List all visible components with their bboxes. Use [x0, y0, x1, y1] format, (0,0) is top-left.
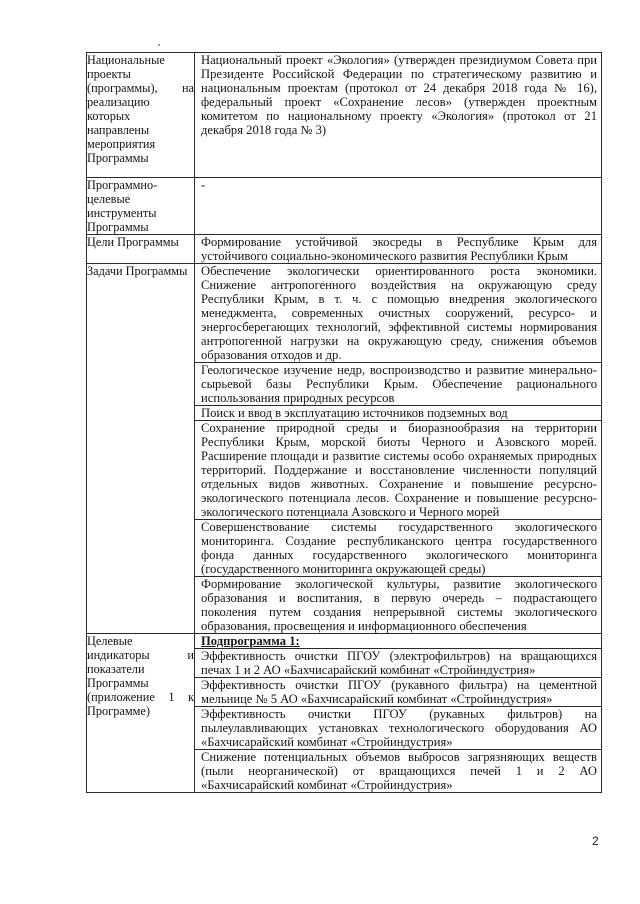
task-item: Сохранение природной среды и биоразнообразия на территории Республики Крым, морской биоты Черного и Азовского морей. Расширение площади и развитие системы особо охраняемых природных территорий. Поддержание и восстановление численности популяций отдельных видов животных. Сохранение и повышение ресурсно-экологического потенциала лесов. Сохранение и повышение ресурсно-экологического потенциала Азовского и Черного морей	[195, 420, 601, 519]
label-tasks: Задачи Программы	[87, 264, 195, 634]
label-goals: Цели Программы	[87, 235, 195, 264]
task-item: Формирование экологической культуры, развитие экологического образования и воспитания, в первую очередь – подрастающего поколения путем создания непрерывной системы экологического образования, просвещения и информационного обеспечения	[195, 576, 601, 633]
value-indicators	[195, 634, 602, 793]
indicator-item: Эффективность очистки ПГОУ (электрофильтров) на вращающихся печах 1 и 2 АО «Бахчисарайский комбинат «Стройиндустрия»	[195, 648, 601, 677]
row-goals	[87, 235, 602, 264]
value-national-projects	[195, 53, 602, 178]
task-item: Обеспечение экологически ориентированного роста экономики. Снижение антропогенного воздействия на окружающую среду Республики Крым, в т. ч. с помощью внедрения экологического менеджмента, современных очистных сооружений, ресурсо- и энергосберегающих технологий, эффективной системы нормирования антропогенной нагрузки на окружающую среду, снижения объемов образования отходов и др.	[201, 264, 597, 362]
national-projects-text: Национальный проект «Экология» (утвержден президиумом Совета при Президенте Российской Федерации по стратегическому развитию и национальным проектам (протокол от 24 декабря 2018 года № 16), федеральный проект «Сохранение лесов» (утвержден проектным комитетом по национальному проекту «Экология» (протокол от 21 декабря 2018 года № 3)	[201, 53, 597, 137]
program-passport-table	[86, 52, 602, 793]
row-tasks	[87, 264, 602, 634]
scan-speck	[158, 44, 160, 46]
label-indicators: Целевые индикаторы и показатели Программы (приложение 1 к Программе)	[87, 634, 195, 793]
indicator-item: Эффективность очистки ПГОУ (рукавного фильтра) на цементной мельнице № 5 АО «Бахчисарайский комбинат «Стройиндустрия»	[195, 677, 601, 706]
row-indicators	[87, 634, 602, 793]
value-goals: Формирование устойчивой экосреды в Республике Крым для устойчивого социально-экономического развития Республики Крым	[195, 235, 602, 264]
page-number: 2	[592, 834, 599, 848]
task-item: Поиск и ввод в эксплуатацию источников подземных вод	[195, 405, 601, 420]
value-tasks	[195, 264, 602, 634]
subprogram-title: Подпрограмма 1:	[201, 634, 300, 648]
value-instruments: -	[195, 178, 602, 235]
task-item: Геологическое изучение недр, воспроизводство и развитие минерально-сырьевой базы Республики Крым. Обеспечение рационального использования природных ресурсов	[195, 362, 601, 405]
indicator-item: Снижение потенциальных объемов выбросов загрязняющих веществ (пыли неорганической) от вращающихся печей 1 и 2 АО «Бахчисарайский комбинат «Стройиндустрия»	[195, 749, 601, 792]
row-instruments	[87, 178, 602, 235]
row-national-projects	[87, 53, 602, 178]
label-instruments: Программно-целевые инструменты Программы	[87, 178, 195, 235]
label-national-projects: Национальные проекты (программы), на реализацию которых направлены мероприятия Программы	[87, 53, 195, 178]
task-item: Совершенствование системы государственного экологического мониторинга. Создание республиканского центра государственного фонда данных государственного экологического мониторинга (государственного мониторинга окружающей среды)	[195, 519, 601, 576]
indicator-item: Эффективность очистки ПГОУ (рукавных фильтров) на пылеулавливающих установках технологического оборудования АО «Бахчисарайский комбинат «Стройиндустрия»	[195, 706, 601, 749]
